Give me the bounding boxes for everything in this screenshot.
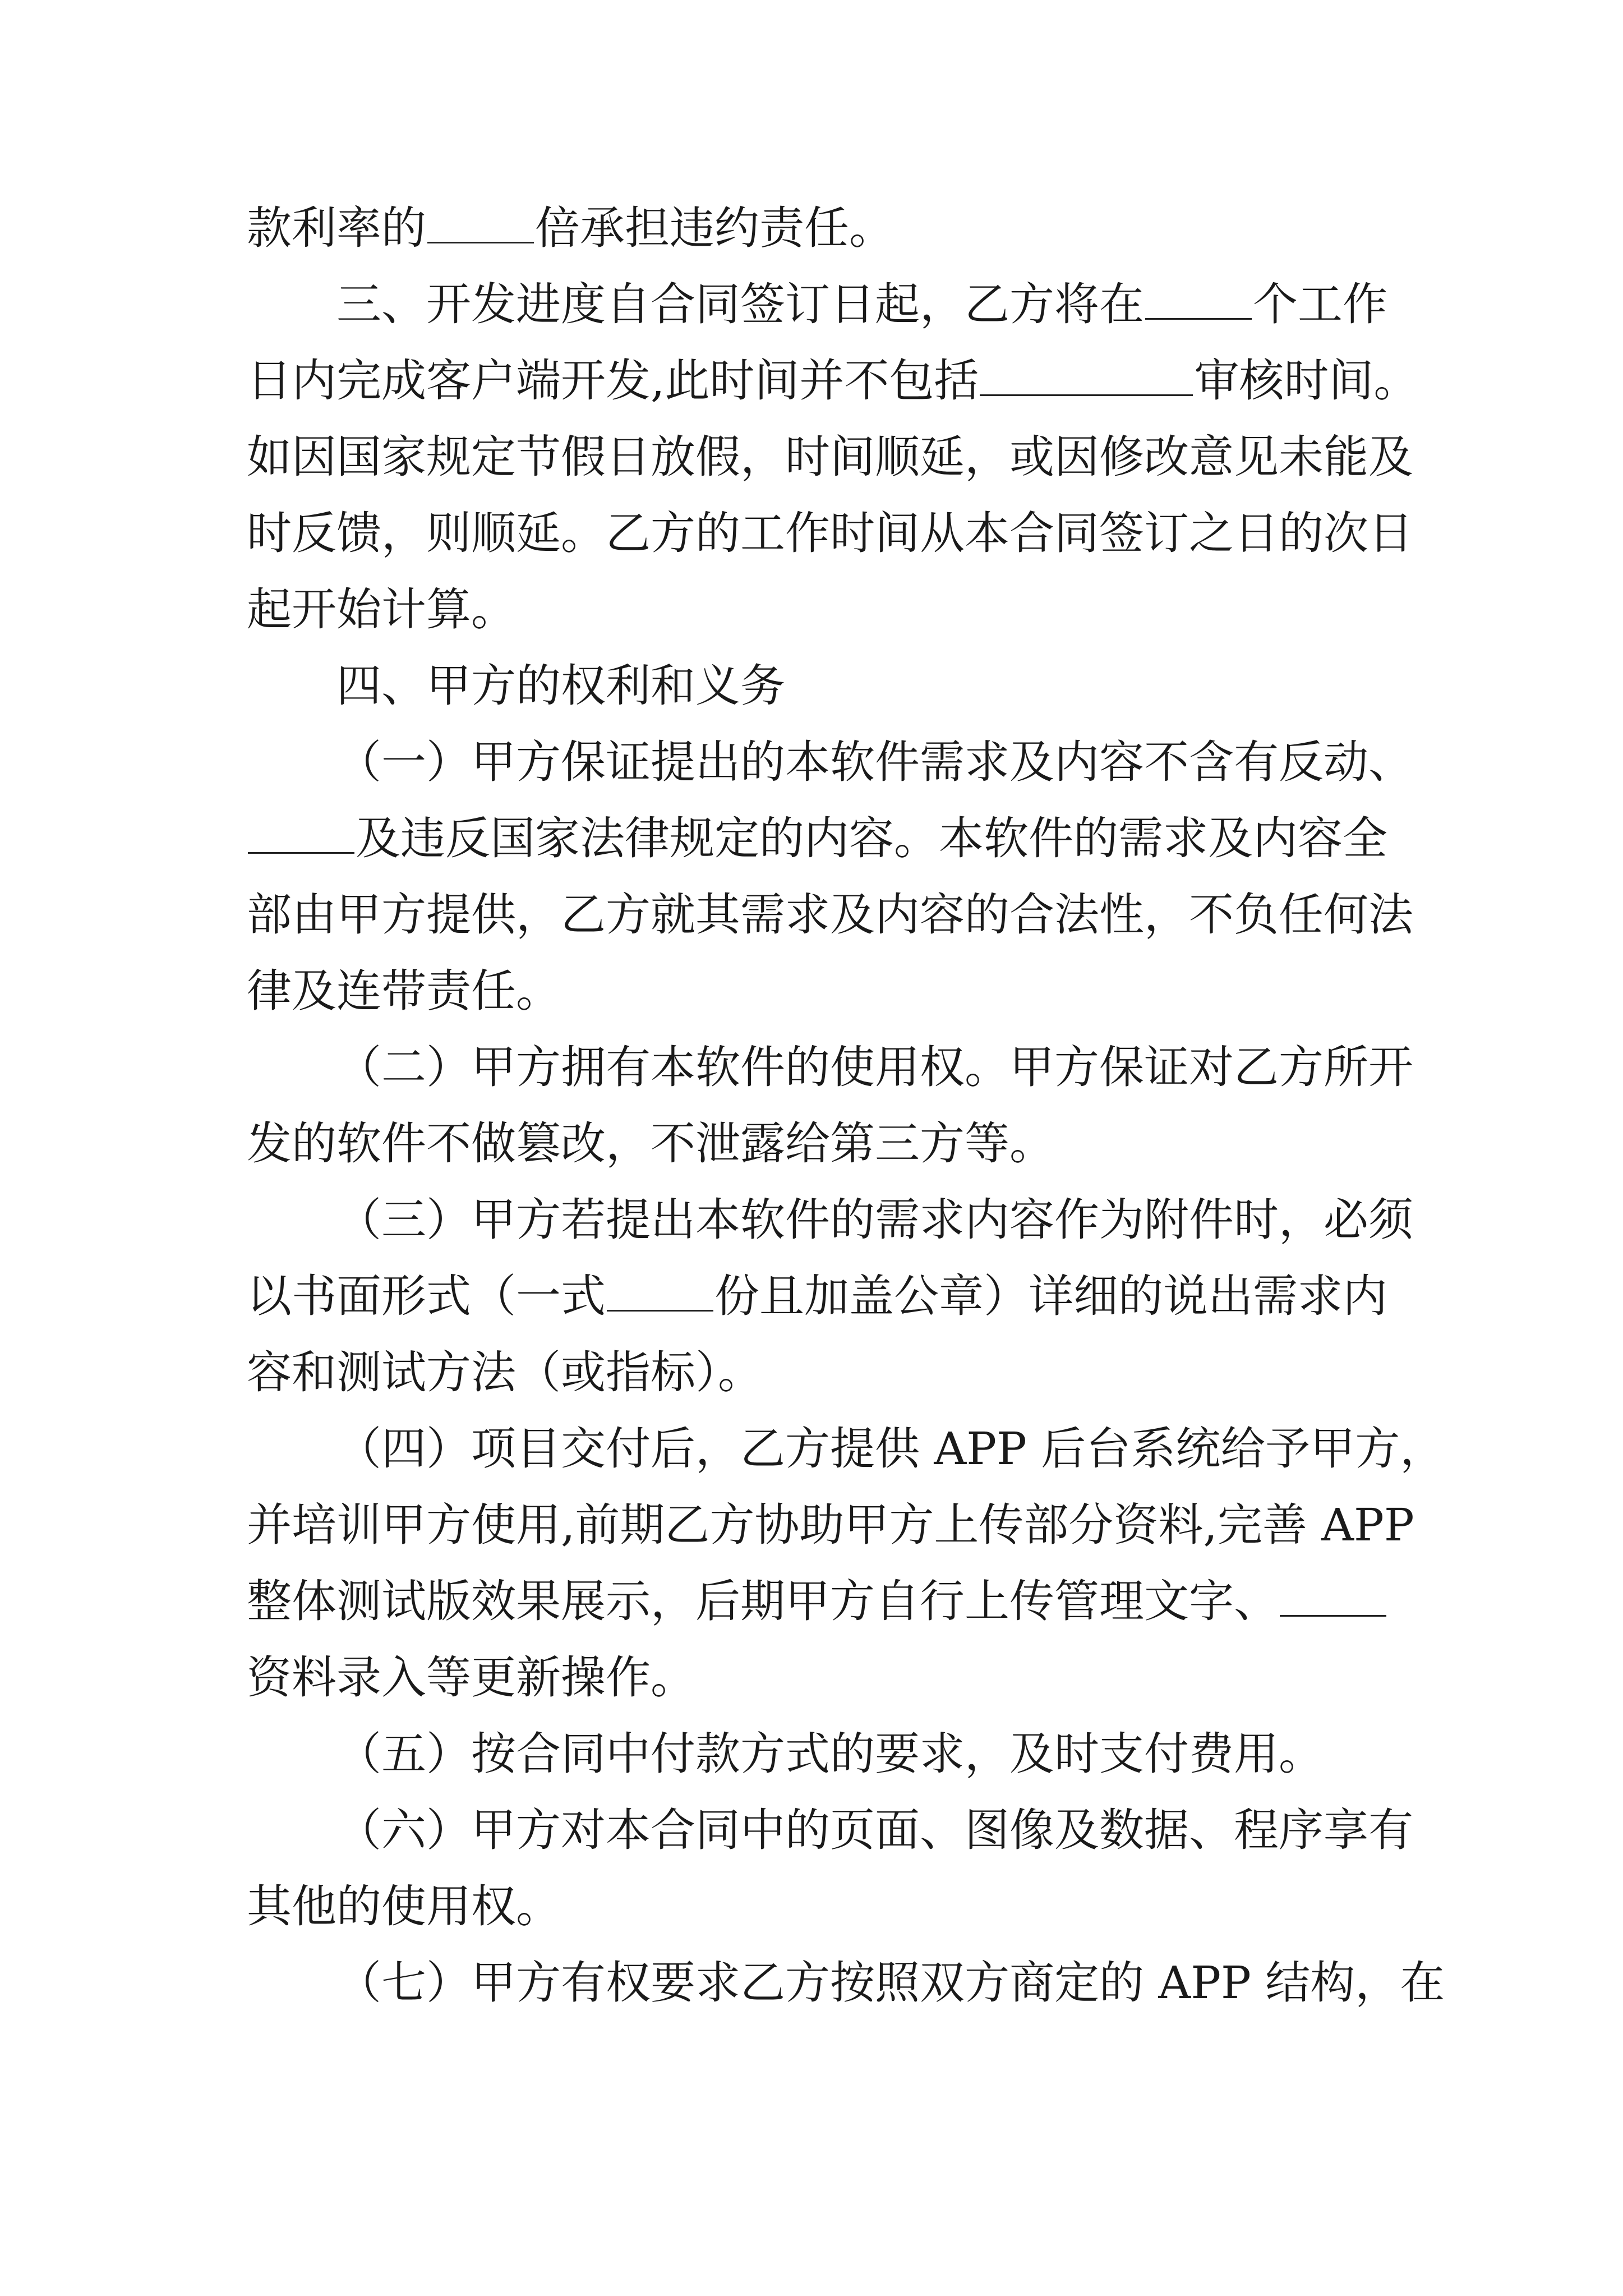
fill-in-blank [1145, 278, 1252, 320]
text-line-4: 如因国家规定节假日放假，时间顺延，或因修改意见未能及 [247, 431, 1413, 483]
fill-in-blank [607, 1269, 713, 1312]
text-line-1: 款利率的 倍承担违约责任。 [247, 202, 894, 254]
text-line-15: 以书面形式（一式 份且加盖公章）详细的说出需求内 [247, 1270, 1387, 1322]
section-heading: 四、甲方的权利和义务 [336, 660, 785, 712]
text-line-11: 律及连带责任。 [247, 965, 561, 1017]
text-line-23: 其他的使用权。 [247, 1880, 561, 1932]
text-line-12: （二）甲方拥有本软件的使用权。甲方保证对乙方所开 [336, 1041, 1413, 1093]
text-line-20: 资料录入等更新操作。 [247, 1651, 695, 1704]
text-line-19: 整体测试版效果展示，后期甲方自行上传管理文字、 [247, 1571, 1387, 1632]
text-line-22: （六）甲方对本合同中的页面、图像及数据、程序享有 [336, 1804, 1413, 1856]
text-line-5: 时反馈，则顺延。乙方的工作时间从本合同签订之日的次日 [247, 507, 1413, 559]
text-line-13: 发的软件不做篡改，不泄露给第三方等。 [247, 1117, 1054, 1170]
text-line-8: （一）甲方保证提出的本软件需求及内容不含有反动、 [336, 736, 1413, 788]
text-line-6: 起开始计算。 [247, 583, 516, 636]
text-line-9: 及违反国家法律规定的内容。本软件的需求及内容全 [247, 808, 1387, 869]
fill-in-blank [248, 812, 354, 854]
text-line-21: （五）按合同中付款方式的要求，及时支付费用。 [336, 1728, 1324, 1780]
text-line-16: 容和测试方法（或指标）。 [247, 1346, 763, 1398]
text-line-2: 三、开发进度自合同签订日起，乙方将在 个工作 [336, 278, 1387, 330]
text-line-24: （七）甲方有权要求乙方按照双方商定的 APP 结构，在 [336, 1957, 1445, 2009]
text-line-18: 并培训甲方使用,前期乙方协助甲方上传部分资料,完善 APP [247, 1499, 1414, 1551]
text-line-14: （三）甲方若提出本软件的需求内容作为附件时，必须 [336, 1194, 1413, 1246]
text-line-3: 日内完成客户端开发,此时间并不包括 审核时间。 [247, 355, 1419, 407]
text-line-10: 部由甲方提供，乙方就其需求及内容的合法性，不负任何法 [247, 889, 1413, 941]
fill-in-blank [427, 201, 534, 243]
text-line-17: （四）项目交付后，乙方提供 APP 后台系统给予甲方， [336, 1423, 1445, 1475]
fill-in-blank [980, 354, 1193, 396]
fill-in-blank [1280, 1575, 1386, 1617]
